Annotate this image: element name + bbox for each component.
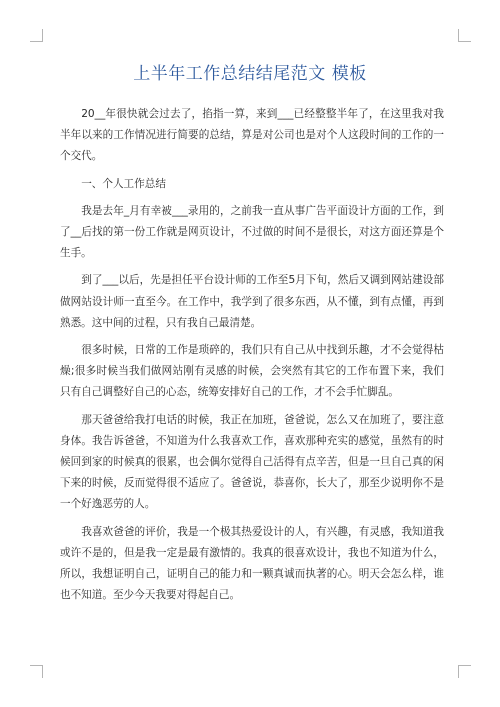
paragraph-father-call: 那天爸爸给我打电话的时候，我正在加班，爸爸说，怎么又在加班了，要注意身体。我告诉爸爸，不知道为什么我喜欢工作，喜欢那种充实的感觉，虽然有的时候回到家的时候真的很累，也会偶尔觉得自己活得有点辛苦，但是一旦自己真的闲下来的时候，反而觉得很不适应了。爸爸说，恭喜你，长大了，那至少说明你不是一个好逸恶劳的人。 [60,413,444,511]
paragraph-intro: 20__年很快就会过去了，掐指一算，来到___已经整整半年了，在这里我对我半年以来的工作情况进行简要的总结，算是对公司也是对个人这段时间的工作的一个交代。 [60,108,444,163]
document-title: 上半年工作总结结尾范文 模板 [133,64,367,84]
crop-mark-bottom-right [458,665,471,678]
section-heading-personal-summary: 一、个人工作总结 [81,177,166,190]
paragraph-passion: 我喜欢爸爸的评价，我是一个极其热爱设计的人，有兴趣，有灵感，我知道我或许不是的，但是我一定是最有激情的。我真的很喜欢设计，我也不知道为什么，所以，我想证明自己，证明自己的能力和一颗真诚而执著的心。明天会怎么样，谁也不知道。至少今天我要对得起自己。 [60,525,444,602]
crop-mark-top-right [458,29,471,42]
paragraph-background: 我是去年_月有幸被___录用的，之前我一直从事广告平面设计方面的工作，到了__后找的第一份工作就是网页设计，不过做的时间不是很长，对这方面还算是个生手。 [60,204,444,260]
document-body [60,104,444,612]
paragraph-role-history: 到了___以后，先是担任平台设计师的工作至5月下旬，然后又调到网站建设部做网站设计师一直至今。在工作中，我学到了很多东西，从不懂，到有点懂，再到熟悉。这中间的过程，只有我自己最清楚。 [60,274,444,329]
crop-mark-top-left [30,29,43,42]
paragraph-daily-work: 很多时候，日常的工作是琐碎的，我们只有自己从中找到乐趣，才不会觉得枯燥;很多时候当我们做网站刚有灵感的时候，会突然有其它的工作布置下来，我们只有自己调整好自己的心态，统筹安排好自己的工作，才不会手忙脚乱。 [60,344,444,399]
crop-mark-bottom-left [30,665,43,678]
